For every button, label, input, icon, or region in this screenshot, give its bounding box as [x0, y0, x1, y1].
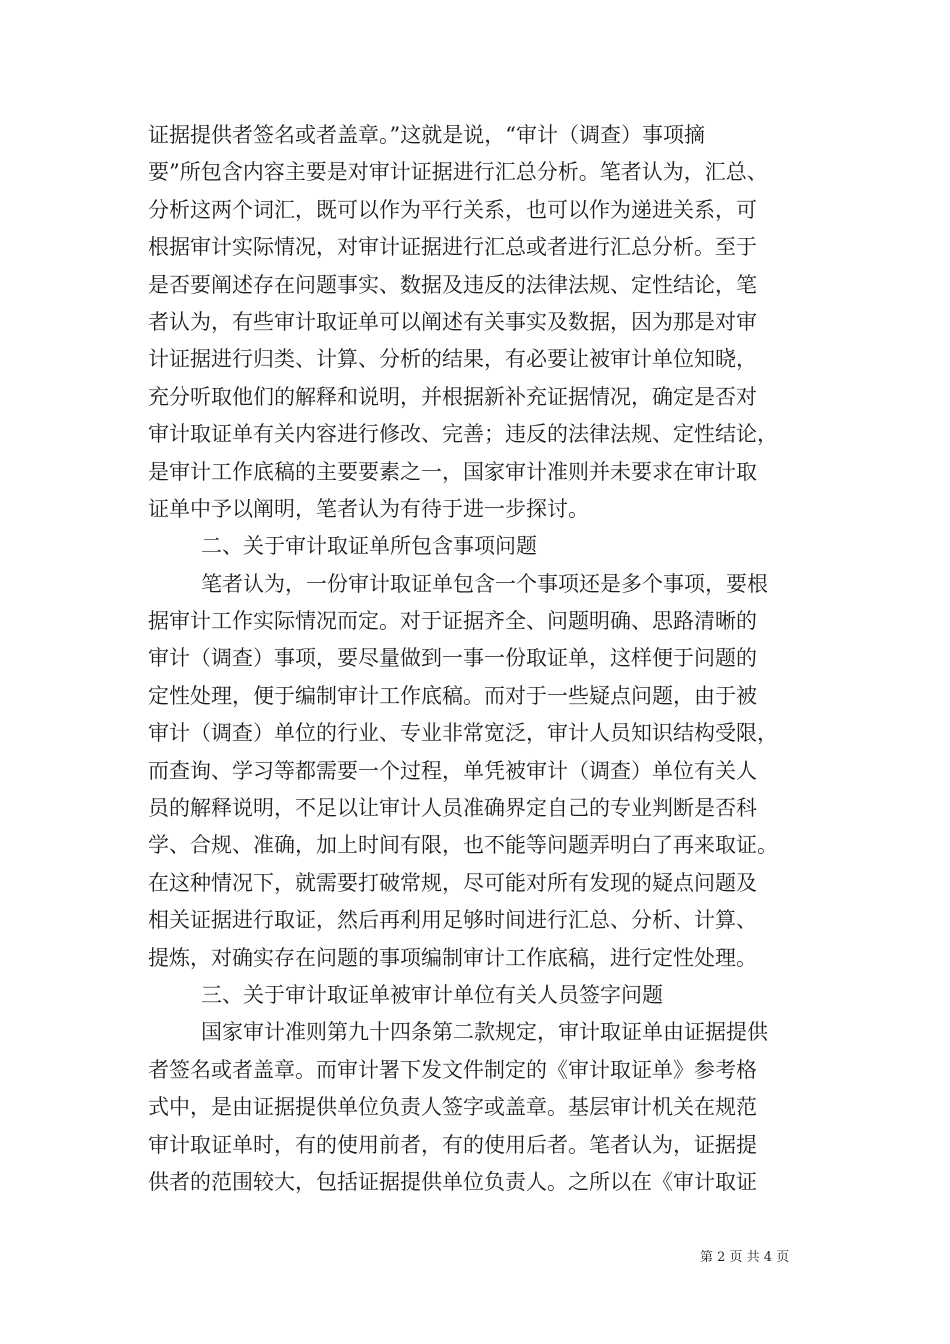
text-line: 计证据进行归类、计算、分析的结果，有必要让被审计单位知晓， [148, 347, 757, 372]
text-line: 相关证据进行取证，然后再利用足够时间进行汇总、分析、计算、 [148, 908, 757, 933]
text-line: 定性处理，便于编制审计工作底稿。而对于一些疑点问题，由于被 [148, 683, 757, 708]
text-line: 学、合规、准确，加上时间有限，也不能等问题弄明白了再来取证。 [148, 833, 778, 858]
text-line: 而查询、学习等都需要一个过程，单凭被审计（调查）单位有关人 [148, 758, 757, 783]
page-number: 第 2 页 共 4 页 [700, 1250, 790, 1265]
text-line: 式中，是由证据提供单位负责人签字或盖章。基层审计机关在规范 [148, 1095, 757, 1120]
text-line: 要”所包含内容主要是对审计证据进行汇总分析。笔者认为，汇总、 [148, 160, 768, 185]
section-heading: 二、关于审计取证单所包含事项问题 [201, 534, 537, 559]
text-line: 审计取证单时，有的使用前者，有的使用后者。笔者认为，证据提 [148, 1132, 757, 1157]
text-line: 据审计工作实际情况而定。对于证据齐全、问题明确、思路清晰的 [148, 609, 757, 634]
text-line: 在这种情况下，就需要打破常规，尽可能对所有发现的疑点问题及 [148, 870, 757, 895]
body-text [148, 117, 804, 1201]
text-line: 提炼，对确实存在问题的事项编制审计工作底稿，进行定性处理。 [148, 945, 757, 970]
text-line: 充分听取他们的解释和说明，并根据新补充证据情况，确定是否对 [148, 384, 757, 409]
text-line: 是否要阐述存在问题事实、数据及违反的法律法规、定性结论，笔 [148, 272, 757, 297]
text-line: 者签名或者盖章。而审计署下发文件制定的《审计取证单》参考格 [148, 1057, 757, 1082]
text-line: 证单中予以阐明，笔者认为有待于进一步探讨。 [148, 496, 589, 521]
text-line: 员的解释说明，不足以让审计人员准确界定自己的专业判断是否科 [148, 796, 757, 821]
text-line: 审计（调查）事项，要尽量做到一事一份取证单，这样便于问题的 [148, 646, 757, 671]
text-line: 证据提供者签名或者盖章。”这就是说，“审计（调查）事项摘 [148, 123, 705, 147]
text-line: 分析这两个词汇，既可以作为平行关系，也可以作为递进关系，可 [148, 197, 757, 222]
text-line: 国家审计准则第九十四条第二款规定，审计取证单由证据提供 [201, 1020, 768, 1045]
text-line: 供者的范围较大，包括证据提供单位负责人。之所以在《审计取证 [148, 1169, 757, 1194]
text-line: 审计（调查）单位的行业、专业非常宽泛，审计人员知识结构受限， [148, 721, 778, 746]
section-heading: 三、关于审计取证单被审计单位有关人员签字问题 [201, 982, 663, 1007]
text-line: 笔者认为，一份审计取证单包含一个事项还是多个事项，要根 [201, 571, 768, 596]
text-line: 根据审计实际情况，对审计证据进行汇总或者进行汇总分析。至于 [148, 235, 757, 260]
text-line: 审计取证单有关内容进行修改、完善；违反的法律法规、定性结论， [148, 422, 778, 447]
text-line: 者认为，有些审计取证单可以阐述有关事实及数据，因为那是对审 [148, 309, 757, 334]
text-line: 是审计工作底稿的主要要素之一，国家审计准则并未要求在审计取 [148, 459, 757, 484]
